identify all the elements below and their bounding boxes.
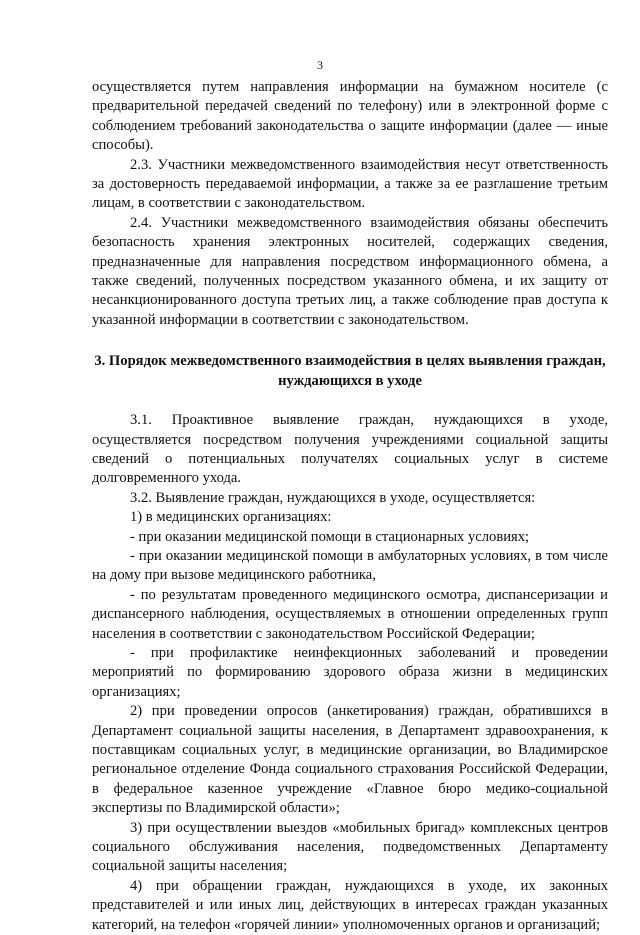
list-subitem-ambulatory: - при оказании медицинской помощи в амбулаторных условиях, в том числе на дому при вызове медицинского работника, [92, 547, 608, 584]
paragraph-continuation: осуществляется путем направления информации на бумажном носителе (с предварительной передачей сведений по телефону) или в электронной форме с соблюдением требований законодательства о защите информации (далее — иные способы). [92, 79, 608, 154]
list-item-1: 1) в медицинских организациях: [130, 509, 332, 526]
list-item-2: 2) при проведении опросов (анкетирования) граждан, обратившихся в Департамент социальной защиты населения, в Департамент здравоохранения, к поставщикам социальных услуг, в медицинские организации, во Владимирское региональное отделение Фонда социального страхования Российской Федерации, в федеральное казенное учреждение «Главное бюро медико-социальной экспертизы по Владимирской области»; [92, 703, 608, 817]
paragraph-2-4: 2.4. Участники межведомственного взаимодействия обязаны обеспечить безопасность хранения электронных носителей, содержащих сведения, предназначенные для направления посредством информационного обмена, а также сведений, полученных посредством указанного обмена, и их защиту от несанкционированного доступа третьих лиц, а также соблюдение прав доступа к указанной информации в соответствии с законодательством. [92, 214, 608, 328]
paragraph-3-1: 3.1. Проактивное выявление граждан, нуждающихся в уходе, осуществляется посредством получения учреждениями социальной защиты сведений о потенциальных получателях социальных услуг в системе долговременного ухода. [92, 412, 608, 487]
page-number: 3 [317, 58, 323, 72]
document-body [92, 78, 608, 935]
list-subitem-medical-exam: - по результатам проведенного медицинского осмотра, диспансеризации и диспансерного наблюдения, осуществляемых в отношении определенных групп населения в соответствии с законодательством Российской Федерации; [92, 586, 608, 642]
list-item-4: 4) при обращении граждан, нуждающихся в уходе, их законных представителей и или иных лиц, действующих в интересах граждан указанных категорий, на телефон «горячей линии» уполномоченных органов и организаций; [92, 877, 608, 933]
list-subitem-prevention: - при профилактике неинфекционных заболеваний и проведении мероприятий по формированию здорового образа жизни в медицинских организациях; [92, 644, 608, 700]
list-subitem-stationary: - при оказании медицинской помощи в стационарных условиях; [130, 528, 530, 545]
paragraph-3-2: 3.2. Выявление граждан, нуждающихся в уходе, осуществляется: [130, 489, 536, 506]
section-heading-3: 3. Порядок межведомственного взаимодействия в целях выявления граждан, нуждающихся в уходе [94, 353, 606, 389]
list-item-3: 3) при осуществлении выездов «мобильных бригад» комплексных центров социального обслуживания населения, подведомственных Департаменту социальной защиты населения; [92, 819, 608, 875]
paragraph-2-3: 2.3. Участники межведомственного взаимодействия несут ответственность за достоверность передаваемой информации, а также за ее разглашение третьим лицам, в соответствии с законодательством. [92, 156, 608, 212]
